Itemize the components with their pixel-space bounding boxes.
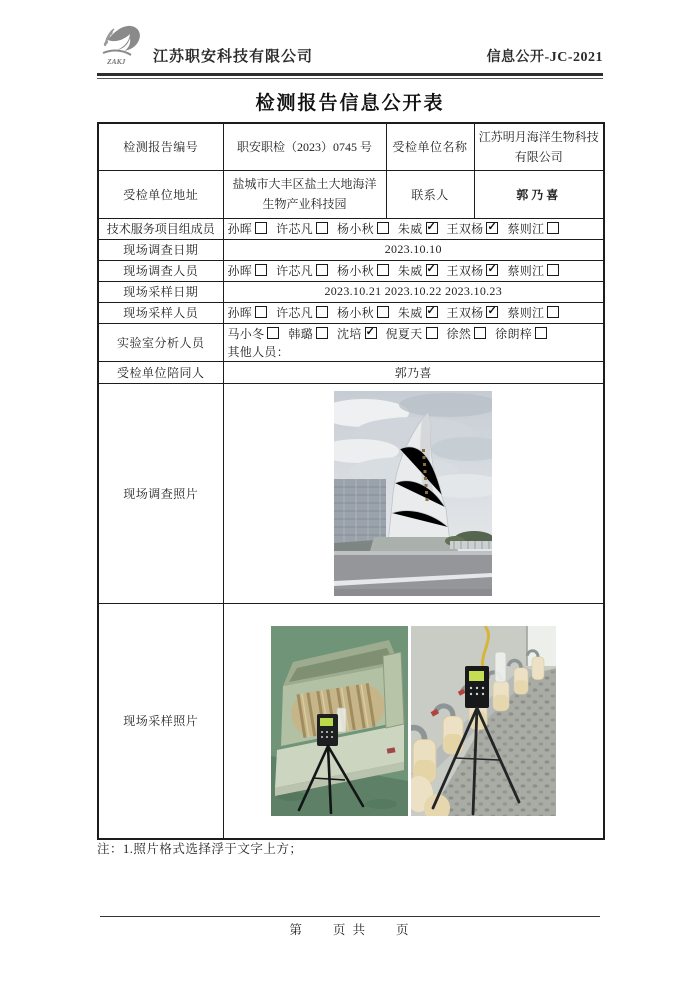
- staff-member: [398, 306, 438, 320]
- staff-member-name: 许芯凡: [276, 306, 314, 320]
- checkbox-unchecked-icon: [377, 306, 389, 318]
- sampling-dates-value: 2023.10.21 2023.10.22 2023.10.23: [223, 281, 604, 302]
- company-logo-icon: [97, 22, 149, 68]
- checkbox-unchecked-icon: [255, 222, 267, 234]
- staff-member-name: 孙晖: [227, 306, 253, 320]
- sampling-date-label: 现场采样日期: [98, 281, 223, 302]
- staff-member: [447, 306, 499, 320]
- checkbox-checked-icon: [426, 264, 438, 276]
- team-label: 技术服务项目组成员: [98, 218, 223, 239]
- survey-date-label: 现场调查日期: [98, 239, 223, 260]
- checkbox-unchecked-icon: [377, 264, 389, 276]
- companion-name-value: 郭乃喜: [223, 361, 604, 383]
- staff-member-name: 倪夏天: [385, 326, 423, 341]
- lab-staff-members: [228, 325, 600, 342]
- checkbox-checked-icon: [426, 222, 438, 234]
- checkbox-unchecked-icon: [547, 306, 559, 318]
- checkbox-checked-icon: [486, 306, 498, 318]
- survey-photo-label: 现场调查照片: [98, 383, 223, 603]
- survey-staff-label: 现场调查人员: [98, 260, 223, 281]
- staff-member-name: 朱威: [397, 222, 423, 236]
- table-row: [98, 323, 604, 361]
- companion-label: 受检单位陪同人: [98, 361, 223, 383]
- lab-staff-label: 实验室分析人员: [98, 323, 223, 361]
- disclosure-form-table: [97, 122, 605, 840]
- staff-member-name: 杨小秋: [337, 264, 374, 278]
- checkbox-unchecked-icon: [316, 327, 328, 339]
- checkbox-unchecked-icon: [316, 264, 328, 276]
- staff-member: [228, 222, 268, 236]
- staff-member: [447, 264, 499, 278]
- staff-member: [398, 264, 438, 278]
- checkbox-unchecked-icon: [547, 222, 559, 234]
- table-row: [98, 123, 604, 170]
- staff-member-name: 朱威: [397, 306, 423, 320]
- report-no-value: 职安职检（2023）0745 号: [223, 123, 386, 170]
- staff-member: [228, 327, 280, 341]
- staff-member-name: 杨小秋: [337, 222, 374, 236]
- checkbox-checked-icon: [365, 327, 377, 339]
- address-value: 盐城市大丰区盐土大地海洋生物产业科技园: [223, 170, 386, 218]
- checkbox-unchecked-icon: [316, 222, 328, 234]
- checkbox-unchecked-icon: [255, 306, 267, 318]
- staff-member-name: 孙晖: [227, 222, 253, 236]
- staff-member-name: 王双杨: [446, 306, 484, 320]
- staff-member: [507, 222, 559, 236]
- staff-member-name: 许芯凡: [276, 264, 314, 278]
- staff-member-name: 许芯凡: [276, 222, 314, 236]
- org-name-label: 受检单位名称: [386, 123, 474, 170]
- staff-member-name: 杨小秋: [337, 306, 374, 320]
- survey-photo: [334, 391, 492, 596]
- staff-member: [447, 327, 487, 341]
- staff-member: [228, 306, 268, 320]
- table-row: [98, 239, 604, 260]
- survey-photo-cell: [223, 383, 604, 603]
- sampling-staff-label: 现场采样人员: [98, 302, 223, 323]
- checkbox-checked-icon: [486, 264, 498, 276]
- company-name: 江苏职安科技有限公司: [153, 49, 314, 65]
- sampling-photo-right: [411, 626, 556, 816]
- lab-staff-cell: [223, 323, 604, 361]
- table-row: [98, 281, 604, 302]
- doc-code: 信息公开-JC-2021: [486, 50, 603, 65]
- checkbox-unchecked-icon: [316, 306, 328, 318]
- staff-member: [276, 222, 328, 236]
- letterhead: [97, 22, 603, 76]
- brand: [97, 22, 313, 68]
- staff-member-name: 朱威: [397, 264, 423, 278]
- staff-member: [507, 306, 559, 320]
- checkbox-unchecked-icon: [426, 327, 438, 339]
- checkbox-unchecked-icon: [267, 327, 279, 339]
- staff-member: [386, 327, 438, 341]
- table-row: [98, 603, 604, 839]
- staff-member-name: 蔡则江: [507, 222, 545, 236]
- report-no-label: 检测报告编号: [98, 123, 223, 170]
- staff-member: [337, 327, 377, 341]
- checkbox-unchecked-icon: [474, 327, 486, 339]
- table-row: [98, 361, 604, 383]
- table-row: [98, 302, 604, 323]
- sampling-staff-members: [223, 302, 604, 323]
- staff-member: [228, 264, 268, 278]
- staff-member: [507, 264, 559, 278]
- table-row: [98, 383, 604, 603]
- table-row: [98, 260, 604, 281]
- staff-member: [495, 327, 547, 341]
- page-title: 检测报告信息公开表: [255, 93, 445, 114]
- sampling-photo-cell: [223, 603, 604, 839]
- staff-member: [337, 264, 389, 278]
- staff-member: [288, 327, 328, 341]
- contact-name-value: 郭乃喜: [474, 170, 604, 218]
- staff-member: [398, 222, 438, 236]
- staff-member-name: 韩璐: [288, 326, 314, 341]
- page-number: 第 页 共 页: [289, 923, 411, 937]
- sampling-photo-left: [271, 626, 408, 816]
- footer-divider: [100, 916, 600, 917]
- staff-member: [447, 222, 499, 236]
- table-row: [98, 170, 604, 218]
- lab-other-label: 其他人员：: [227, 344, 290, 359]
- table-row: [98, 218, 604, 239]
- staff-member-name: 王双杨: [446, 222, 484, 236]
- staff-member-name: 徐朗梓: [495, 326, 533, 341]
- org-name-value: 江苏明月海洋生物科技有限公司: [474, 123, 604, 170]
- staff-member-name: 徐然: [446, 326, 472, 341]
- staff-member: [276, 264, 328, 278]
- staff-member-name: 孙晖: [227, 264, 253, 278]
- checkbox-checked-icon: [486, 222, 498, 234]
- checkbox-checked-icon: [426, 306, 438, 318]
- survey-staff-members: [223, 260, 604, 281]
- staff-member: [337, 306, 389, 320]
- footnote: 注：1.照片格式选择浮于文字上方；: [97, 842, 303, 856]
- address-label: 受检单位地址: [98, 170, 223, 218]
- checkbox-unchecked-icon: [547, 264, 559, 276]
- sampling-photo-label: 现场采样照片: [98, 603, 223, 839]
- survey-date-value: 2023.10.10: [223, 239, 604, 260]
- project-team-members: [223, 218, 604, 239]
- staff-member-name: 王双杨: [446, 264, 484, 278]
- checkbox-unchecked-icon: [377, 222, 389, 234]
- staff-member-name: 沈培: [337, 326, 362, 341]
- staff-member: [337, 222, 389, 236]
- staff-member-name: 蔡则江: [507, 264, 545, 278]
- logo-text: ZAKJ: [107, 57, 126, 66]
- checkbox-unchecked-icon: [255, 264, 267, 276]
- checkbox-unchecked-icon: [535, 327, 547, 339]
- staff-member-name: 蔡则江: [507, 306, 545, 320]
- staff-member: [276, 306, 328, 320]
- staff-member-name: 马小冬: [227, 326, 265, 341]
- contact-label: 联系人: [386, 170, 474, 218]
